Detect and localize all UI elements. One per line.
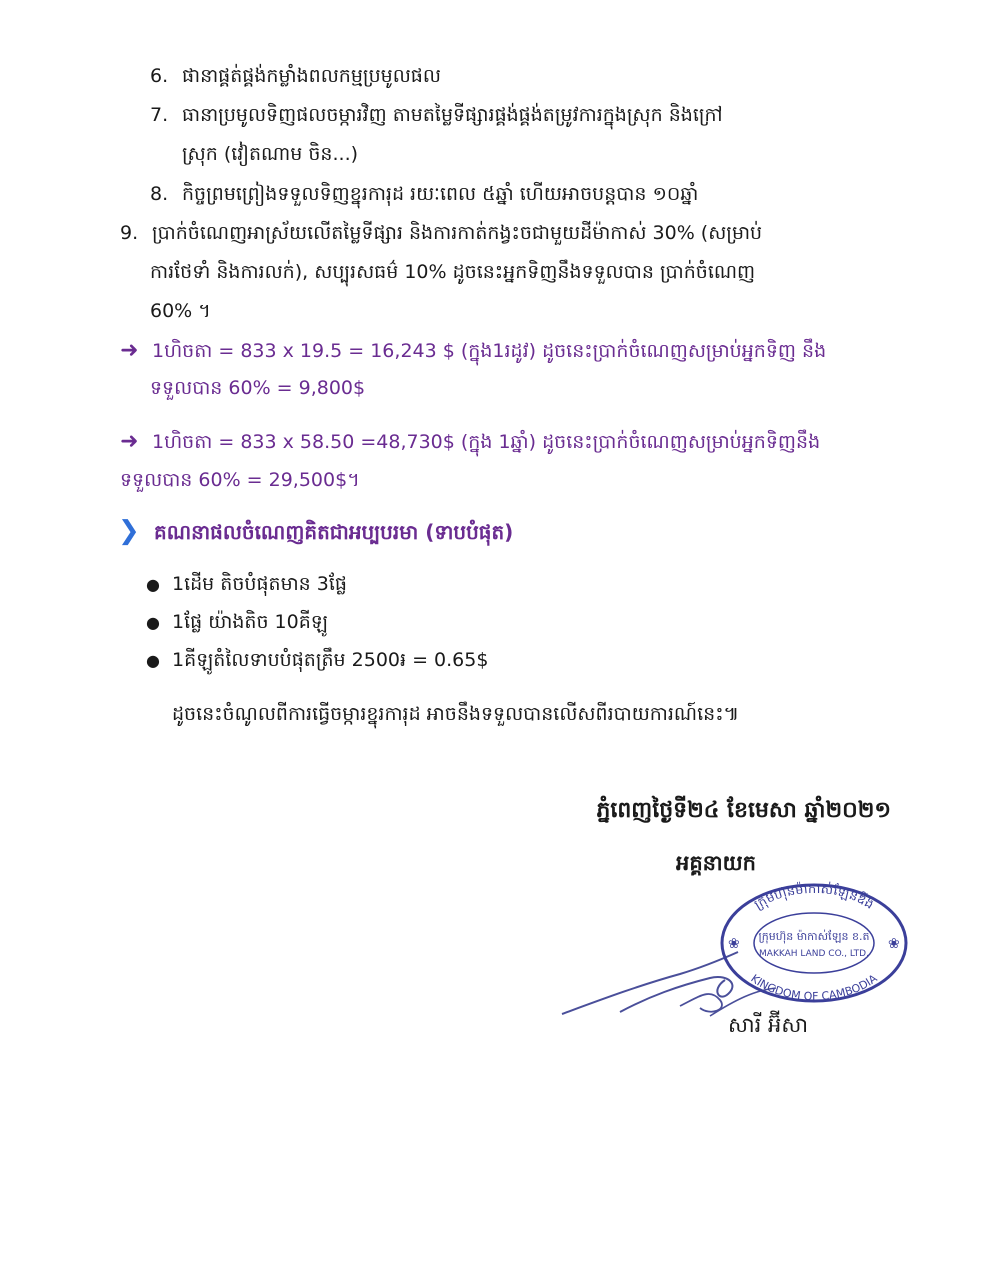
list-item-7-continued: ស្រុក (វៀតណាម ចិន...) xyxy=(182,143,359,165)
calculation-season: ➜ 1ហិចតា = 833 x 19.5 = 16,243 $ (ក្នុង1រដូវ) ដូចនេះប្រាក់ចំណេញសម្រាប់អ្នកទិញ នឹង xyxy=(120,338,827,363)
bullet-icon: ● xyxy=(146,575,160,594)
signature-title: អគ្គនាយក xyxy=(676,851,756,875)
calculation-year: ➜ 1ហិចតា = 833 x 58.50 =48,730$ (ក្នុង 1ឆ្នាំ) ដូចនេះប្រាក់ចំណេញសម្រាប់អ្នកទិញនឹង xyxy=(120,429,821,454)
calculation-year-result: ទទួលបាន 60% = 29,500$។ xyxy=(120,469,360,491)
arrow-right-icon: ➜ xyxy=(120,338,139,363)
conclusion-text: ដូចនេះចំណូលពីការធ្វើចម្ការខ្នុរការុដ អាចនឹងទទួលបានលើសពីរបាយការណ៍នេះ៕ xyxy=(172,703,740,725)
list-item-9-continued-2: 60% ។ xyxy=(150,300,211,322)
stamp-bottom-text: KINGDOM OF CAMBODIA xyxy=(748,971,880,1004)
company-stamp xyxy=(716,880,912,1006)
stamp-company-en: MAKKAH LAND CO., LTD. xyxy=(759,949,869,959)
bullet-item: ● 1គីឡូតំលៃទាបបំផុតត្រឹម 2500៛ = 0.65$ xyxy=(146,646,488,675)
stamp-middle-kh: ក្រុមហ៊ុន ម៉ាកាស់ឡែន ខ.ត xyxy=(758,930,870,943)
flower-icon: ❀ xyxy=(888,936,900,952)
list-item-8: 8. កិច្ចព្រមព្រៀងទទួលទិញខ្នុរការុដ រយៈពេល ៥ឆ្នាំ ហើយអាចបន្តបាន ១០ឆ្នាំ xyxy=(150,183,699,205)
section-heading: ❯ គណនាផលចំណេញគិតជាអប្បបរមា (ទាបបំផុត) xyxy=(118,516,514,546)
list-item-9-continued: ការថែទាំ និងការលក់), សប្បុរសធម៌ 10% ដូចនេះអ្នកទិញនឹងទទួលបាន ប្រាក់ចំណេញ xyxy=(150,261,756,283)
flower-icon: ❀ xyxy=(728,936,740,952)
list-item-7: 7. ធានាប្រមូលទិញផលចម្ការវិញ តាមតម្លៃទីផ្សារផ្គង់ផ្គង់តម្រូវការក្នុងស្រុក និងក្រៅ xyxy=(150,104,723,126)
bullet-icon: ● xyxy=(146,651,160,670)
bullet-item: ● 1ផ្លែ យ៉ាងតិច 10គីឡូ xyxy=(146,608,328,637)
list-item-9: 9. ប្រាក់ចំណេញអាស្រ័យលើតម្លៃទីផ្សារ និងការកាត់កង្វះចជាមួយដីម៉ាកាស់ 30% (សម្រាប់ xyxy=(120,222,763,244)
signature-date: ភ្នំពេញថ្ងៃទី២៤ ខែមេសា ឆ្នាំ២០២១ xyxy=(596,798,891,823)
bullet-icon: ● xyxy=(146,613,160,632)
calculation-season-result: ទទួលបាន 60% = 9,800$ xyxy=(150,377,366,399)
bullet-item: ● 1ដើម តិចបំផុតមាន 3ផ្លែ xyxy=(146,570,347,599)
signatory-name: សារី អ៊ីសា xyxy=(728,1013,808,1037)
arrow-right-icon: ➜ xyxy=(120,429,139,454)
double-chevron-icon: ❯ xyxy=(118,516,140,546)
list-item-6: 6. ផានាផ្គត់ផ្គង់កម្លាំងពលកម្មប្រមូលផល xyxy=(150,65,441,87)
stamp-top-text: ក្រុមហ៊ុនម៉ាកាស់ឡែនឌីង xyxy=(751,881,877,913)
